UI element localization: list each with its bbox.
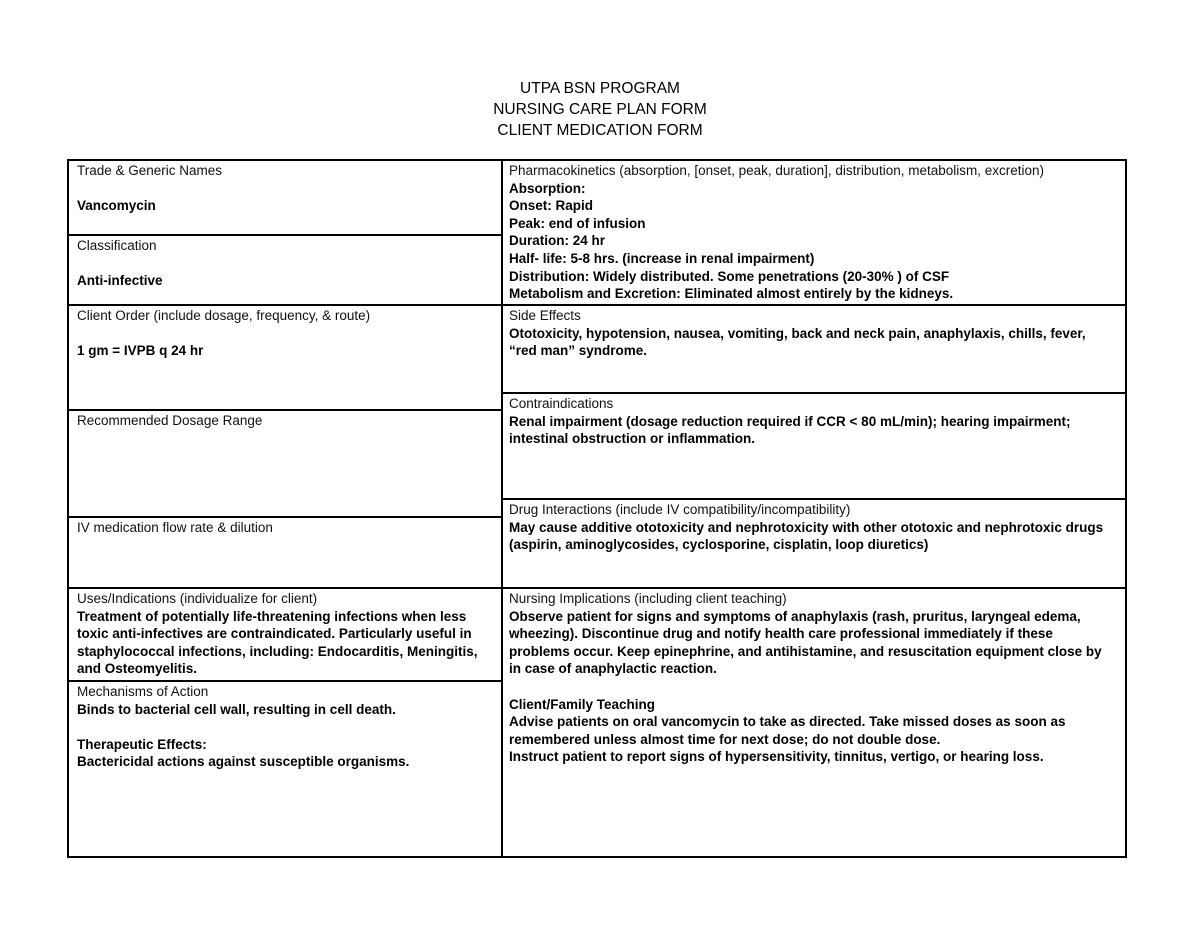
classification-value: Anti-infective [77, 273, 163, 289]
pharmacokinetics-line: Absorption: [509, 180, 586, 196]
pharmacokinetics-line: Duration: 24 hr [509, 233, 606, 249]
nursing-implications-value: Observe patient for signs and symptoms of anaphylaxis (rash, pruritus, laryngeal edema, wheezing). Discontinue drug and notify health care professional immediately if these problems occur. Keep epinephrine, and antihistamine, and resuscitation equipment close by in case of anaphylactic reaction. [509, 608, 1102, 677]
drug-interactions-cell [501, 498, 1125, 588]
left-column [69, 161, 503, 856]
trade-names-value: Vancomycin [77, 198, 156, 214]
program-title: UTPA BSN PROGRAM [520, 80, 680, 97]
client-teaching-item: Instruct patient to report signs of hypersensitivity, tinnitus, vertigo, or hearing loss. [509, 749, 1044, 765]
form-subtitle: CLIENT MEDICATION FORM [497, 122, 703, 139]
nursing-implications-cell [501, 587, 1125, 856]
iv-rate-cell [69, 516, 501, 587]
medication-form-table [67, 159, 1127, 858]
uses-cell [69, 587, 501, 681]
side-effects-value: Ototoxicity, hypotension, nausea, vomiting, back and neck pain, anaphylaxis, chills, fever, “red man” syndrome. [509, 325, 1086, 359]
pharmacokinetics-line: Half- life: 5-8 hrs. (increase in renal impairment) [509, 250, 815, 266]
pharmacokinetics-line: Metabolism and Excretion: Eliminated almost entirely by the kidneys. [509, 286, 954, 302]
pharmacokinetics-label: Pharmacokinetics (absorption, [onset, peak, duration], distribution, metabolism, excretion) [509, 163, 1045, 178]
therapeutic-effects-value: Bactericidal actions against susceptible organisms. [77, 754, 410, 770]
pharmacokinetics-line: Onset: Rapid [509, 198, 594, 214]
pharmacokinetics-line: Peak: end of infusion [509, 215, 646, 231]
mechanism-value: Binds to bacterial cell wall, resulting in cell death. [77, 701, 396, 717]
client-teaching-title: Client/Family Teaching [509, 696, 656, 712]
dosage-range-label: Recommended Dosage Range [77, 413, 263, 428]
client-order-label: Client Order (include dosage, frequency, & route) [77, 308, 371, 323]
client-order-value: 1 gm = IVPB q 24 hr [77, 343, 204, 359]
mechanism-cell [69, 680, 501, 856]
side-effects-label: Side Effects [509, 308, 581, 323]
right-column [501, 161, 1125, 856]
drug-interactions-label: Drug Interactions (include IV compatibility/incompatibility) [509, 502, 851, 517]
contraindications-value: Renal impairment (dosage reduction required if CCR < 80 mL/min); hearing impairment; intestinal obstruction or inflammation. [509, 413, 1071, 447]
uses-value: Treatment of potentially life-threatening infections when less toxic anti-infectives are contraindicated. Particularly useful in staphylococcal infections, including: Endocarditis, Meningitis, and Osteomyelitis. [77, 608, 478, 677]
client-teaching-item: Advise patients on oral vancomycin to take as directed. Take missed doses as soon as remembered unless almost time for next dose; do not double dose. [509, 714, 1066, 747]
contraindications-cell [501, 392, 1125, 498]
pharmacokinetics-line: Distribution: Widely distributed. Some penetrations (20-30% ) of CSF [509, 268, 950, 284]
client-order-cell [69, 304, 501, 410]
form-title: NURSING CARE PLAN FORM [493, 101, 707, 118]
side-effects-cell [501, 304, 1125, 393]
iv-rate-label: IV medication flow rate & dilution [77, 520, 273, 535]
pharmacokinetics-cell [501, 161, 1125, 304]
dosage-range-cell [69, 409, 501, 516]
classification-cell [69, 234, 501, 304]
classification-label: Classification [77, 238, 157, 253]
nursing-implications-label: Nursing Implications (including client teaching) [509, 591, 787, 606]
form-header [0, 78, 1200, 141]
drug-interactions-value: May cause additive ototoxicity and nephrotoxicity with other ototoxic and nephrotoxic drugs (aspirin, aminoglycosides, cyclosporine, cisplatin, loop diuretics) [509, 519, 1104, 553]
mechanism-label: Mechanisms of Action [77, 684, 209, 699]
uses-label: Uses/Indications (individualize for client) [77, 591, 318, 606]
trade-names-cell [69, 161, 501, 234]
contraindications-label: Contraindications [509, 396, 614, 411]
therapeutic-effects-label: Therapeutic Effects: [77, 736, 207, 752]
trade-names-label: Trade & Generic Names [77, 163, 223, 178]
